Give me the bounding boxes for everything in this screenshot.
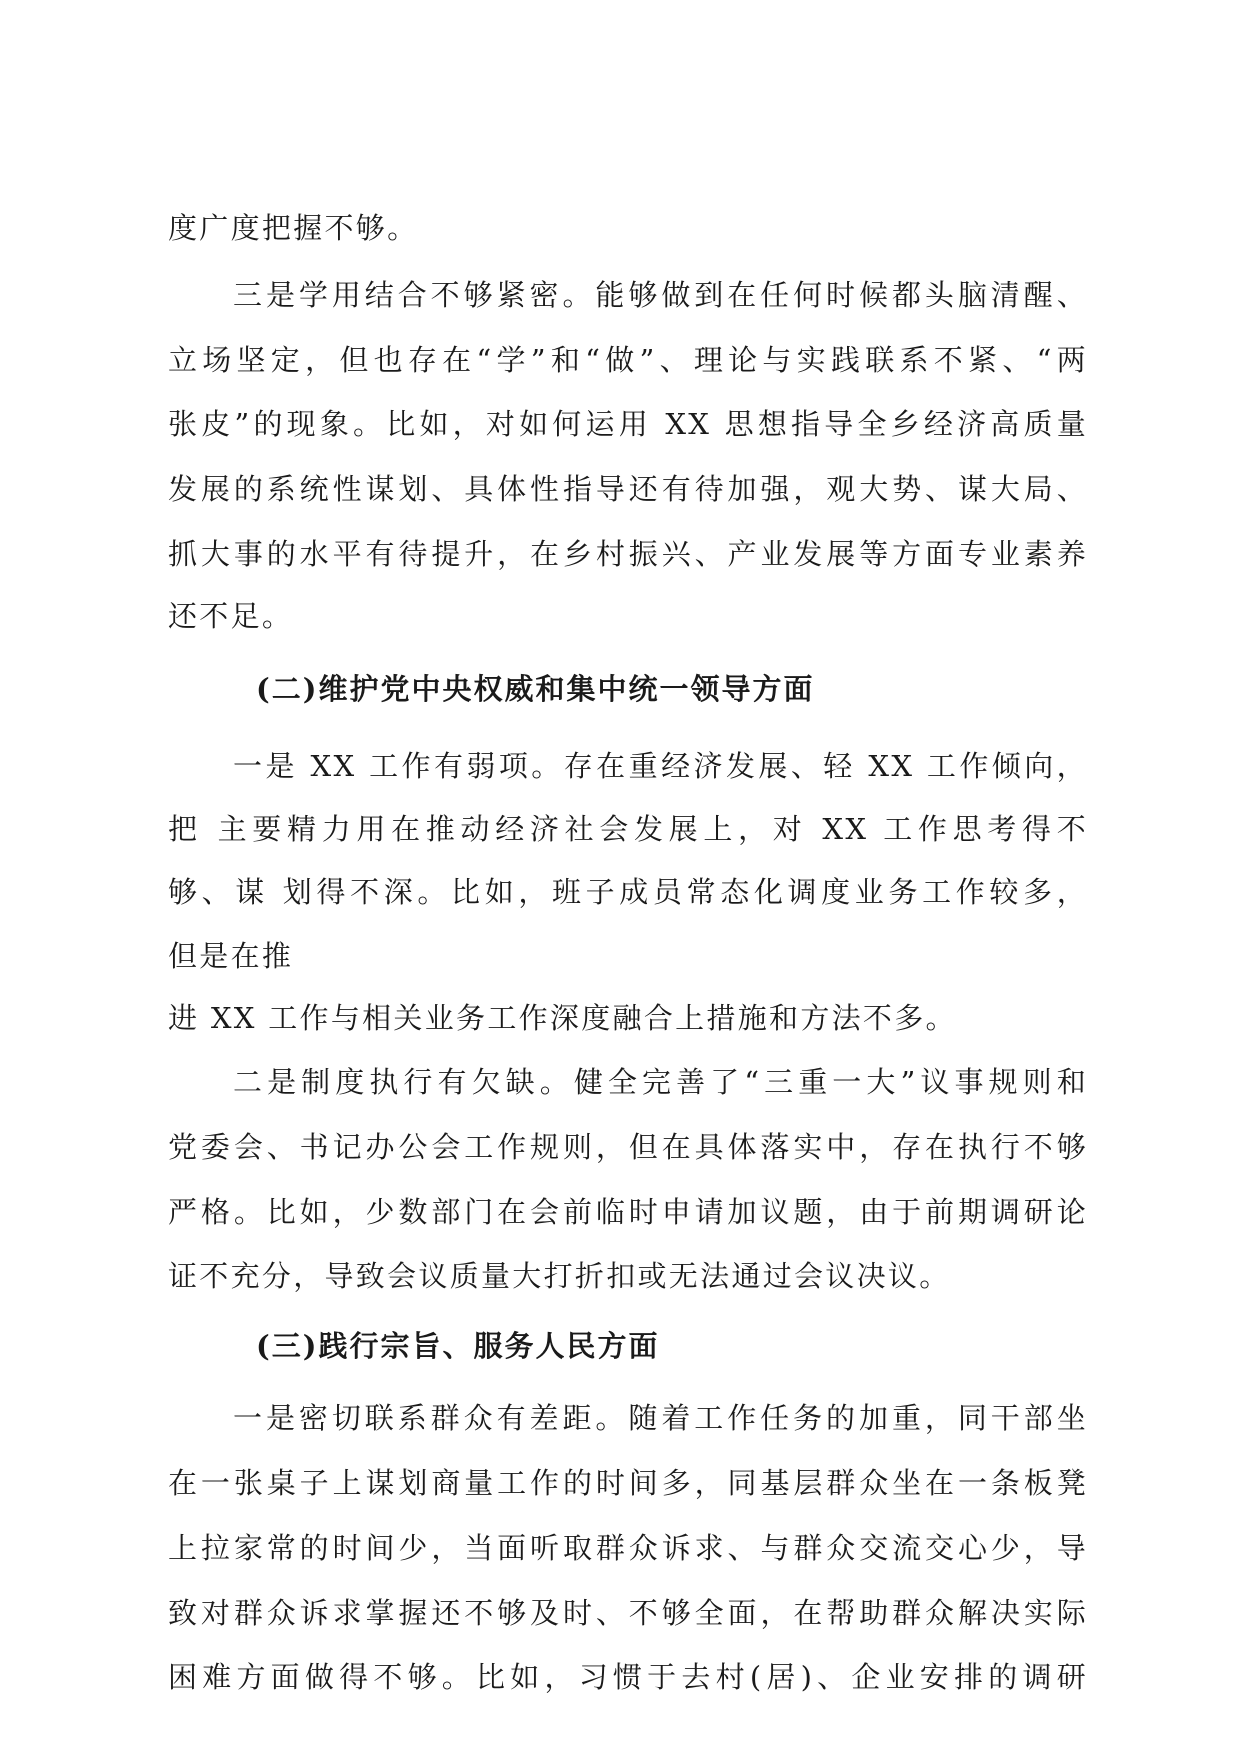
text-line: 困难方面做得不够。比如，习惯于去村(居)、企业安排的调研 <box>168 1660 1088 1694</box>
text-line: 在一张桌子上谋划商量工作的时间多，同基层群众坐在一条板凳 <box>168 1466 1088 1500</box>
text-line: 把 主要精力用在推动经济社会发展上，对 XX 工作思考得不 <box>168 812 1088 846</box>
text-line: 度广度把握不够。 <box>168 211 419 245</box>
text-line: 张皮”的现象。比如，对如何运用 XX 思想指导全乡经济高质量 <box>168 407 1088 441</box>
text-line: 严格。比如，少数部门在会前临时申请加议题，由于前期调研论 <box>168 1195 1088 1229</box>
text-line: 三是学用结合不够紧密。能够做到在任何时候都头脑清醒、 <box>233 278 1088 312</box>
section-heading: (二)维护党中央权威和集中统一领导方面 <box>256 672 815 706</box>
text-line: 一是密切联系群众有差距。随着工作任务的加重，同干部坐 <box>233 1401 1088 1435</box>
text-line: 进 XX 工作与相关业务工作深度融合上措施和方法不多。 <box>168 1001 957 1035</box>
text-line: 致对群众诉求掌握还不够及时、不够全面，在帮助群众解决实际 <box>168 1596 1088 1630</box>
text-line: 一是 XX 工作有弱项。存在重经济发展、轻 XX 工作倾向， <box>233 749 1088 783</box>
text-line: 还不足。 <box>168 599 294 633</box>
text-line: 证不充分，导致会议质量大打折扣或无法通过会议决议。 <box>168 1259 951 1293</box>
text-line: 但是在推 <box>168 939 294 973</box>
text-line: 发展的系统性谋划、具体性指导还有待加强，观大势、谋大局、 <box>168 472 1088 506</box>
section-heading: (三)践行宗旨、服务人民方面 <box>256 1329 660 1363</box>
text-line: 够、谋 划得不深。比如，班子成员常态化调度业务工作较多， <box>168 875 1088 909</box>
text-line: 党委会、书记办公会工作规则，但在具体落实中，存在执行不够 <box>168 1130 1088 1164</box>
text-line: 抓大事的水平有待提升，在乡村振兴、产业发展等方面专业素养 <box>168 537 1088 571</box>
text-line: 上拉家常的时间少，当面听取群众诉求、与群众交流交心少，导 <box>168 1531 1088 1565</box>
text-line: 立场坚定，但也存在“学”和“做”、理论与实践联系不紧、“两 <box>168 343 1088 377</box>
text-line: 二是制度执行有欠缺。健全完善了“三重一大”议事规则和 <box>233 1065 1088 1099</box>
